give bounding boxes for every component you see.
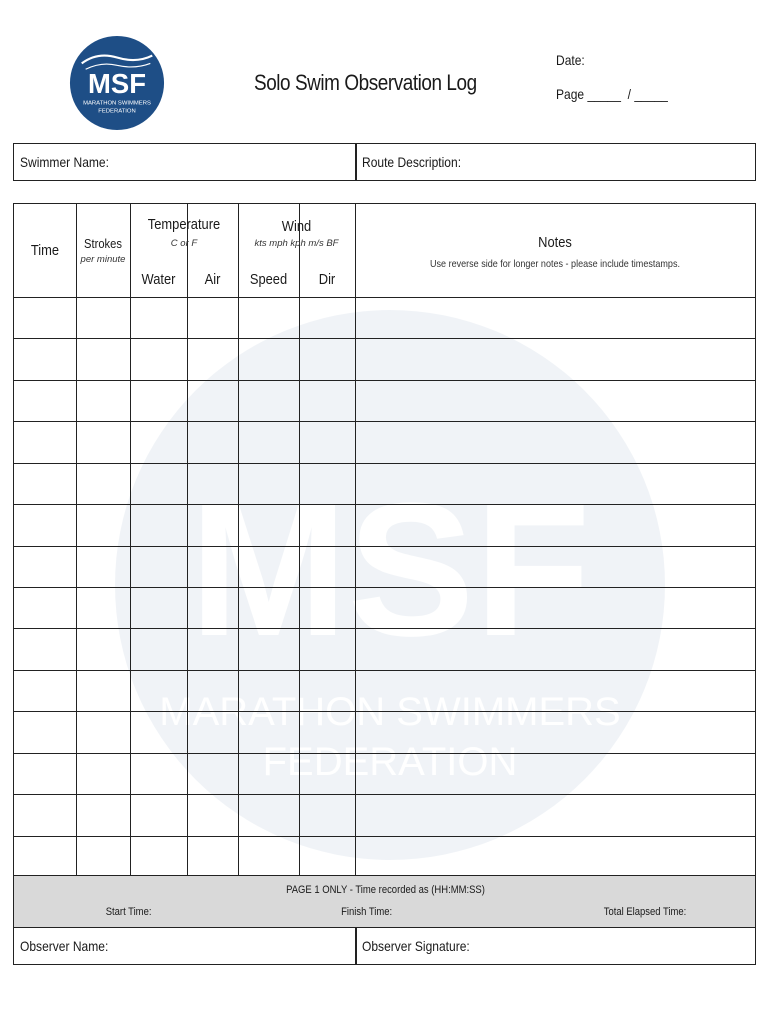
strokes-cell[interactable] [76, 546, 130, 587]
date-field[interactable]: Date: [556, 52, 585, 68]
wind-speed-cell[interactable] [238, 338, 299, 379]
wind-speed-cell[interactable] [238, 711, 299, 752]
wind-speed-cell[interactable] [238, 794, 299, 835]
water-temp-cell[interactable] [130, 546, 187, 587]
strokes-subheader: per minute [80, 254, 126, 265]
wind-speed-cell[interactable] [238, 670, 299, 711]
route-description-field[interactable] [355, 143, 756, 181]
time-cell[interactable] [14, 380, 76, 421]
strokes-cell[interactable] [76, 463, 130, 504]
time-cell[interactable] [14, 628, 76, 669]
wind-speed-cell[interactable] [238, 421, 299, 462]
notes-header: Notes [538, 234, 572, 251]
strokes-cell[interactable] [76, 711, 130, 752]
air-temp-cell[interactable] [187, 836, 238, 877]
wind-speed-cell[interactable] [238, 753, 299, 794]
wind-speed-cell[interactable] [238, 836, 299, 877]
notes-cell[interactable] [355, 421, 755, 462]
wind-dir-cell[interactable] [299, 836, 355, 877]
msf-logo [68, 34, 166, 132]
strokes-cell[interactable] [76, 794, 130, 835]
strokes-cell[interactable] [76, 587, 130, 628]
wind-dir-cell[interactable] [299, 297, 355, 338]
water-temp-cell[interactable] [130, 628, 187, 669]
water-header: Water [141, 271, 176, 288]
wind-dir-cell[interactable] [299, 753, 355, 794]
time-cell[interactable] [14, 297, 76, 338]
timing-summary-band [13, 876, 756, 928]
observer-signature-field[interactable] [355, 927, 756, 965]
time-header: Time [30, 242, 60, 259]
strokes-cell[interactable] [76, 421, 130, 462]
observer-name-label: Observer Name: [20, 938, 109, 954]
time-cell[interactable] [14, 504, 76, 545]
air-temp-cell[interactable] [187, 670, 238, 711]
time-cell[interactable] [14, 546, 76, 587]
notes-cell[interactable] [355, 794, 755, 835]
wind-speed-cell[interactable] [238, 463, 299, 504]
air-temp-cell[interactable] [187, 711, 238, 752]
wind-speed-cell[interactable] [238, 546, 299, 587]
water-temp-cell[interactable] [130, 587, 187, 628]
strokes-cell[interactable] [76, 753, 130, 794]
notes-cell[interactable] [355, 753, 755, 794]
wind-unit-hint: kts mph kph m/s BF [254, 238, 339, 249]
water-temp-cell[interactable] [130, 670, 187, 711]
water-temp-cell[interactable] [130, 504, 187, 545]
observation-rows [14, 297, 755, 875]
svg-text:MARATHON SWIMMERS: MARATHON SWIMMERS [159, 690, 621, 734]
air-temp-cell[interactable] [187, 628, 238, 669]
wind-dir-cell[interactable] [299, 794, 355, 835]
time-cell[interactable] [14, 338, 76, 379]
time-cell[interactable] [14, 670, 76, 711]
route-description-label: Route Description: [362, 154, 462, 170]
page-number-field[interactable]: Page _____ / _____ [556, 86, 668, 102]
air-temp-cell[interactable] [187, 297, 238, 338]
strokes-cell[interactable] [76, 338, 130, 379]
air-temp-cell[interactable] [187, 753, 238, 794]
air-header: Air [204, 271, 221, 288]
wind-dir-cell[interactable] [299, 421, 355, 462]
air-temp-cell[interactable] [187, 463, 238, 504]
strokes-cell[interactable] [76, 297, 130, 338]
air-temp-cell[interactable] [187, 421, 238, 462]
svg-text:MSF: MSF [189, 464, 591, 676]
time-cell[interactable] [14, 836, 76, 877]
swimmer-name-field[interactable] [13, 143, 357, 181]
finish-time-field[interactable]: Finish Time: [341, 906, 393, 918]
strokes-cell[interactable] [76, 670, 130, 711]
wind-speed-cell[interactable] [238, 587, 299, 628]
notes-cell[interactable] [355, 297, 755, 338]
time-cell[interactable] [14, 463, 76, 504]
water-temp-cell[interactable] [130, 338, 187, 379]
wind-speed-cell[interactable] [238, 380, 299, 421]
notes-cell[interactable] [355, 504, 755, 545]
wind-dir-cell[interactable] [299, 587, 355, 628]
time-cell[interactable] [14, 794, 76, 835]
wind-dir-cell[interactable] [299, 546, 355, 587]
observation-table [13, 203, 756, 876]
time-cell[interactable] [14, 711, 76, 752]
page-title: Solo Swim Observation Log [254, 70, 477, 95]
water-temp-cell[interactable] [130, 380, 187, 421]
svg-text:FEDERATION: FEDERATION [98, 108, 136, 115]
wind-speed-cell[interactable] [238, 628, 299, 669]
water-temp-cell[interactable] [130, 711, 187, 752]
svg-text:FEDERATION: FEDERATION [262, 740, 518, 784]
svg-text:MSF: MSF [88, 67, 146, 99]
notes-cell[interactable] [355, 587, 755, 628]
wind-dir-cell[interactable] [299, 670, 355, 711]
notes-cell[interactable] [355, 628, 755, 669]
water-temp-cell[interactable] [130, 753, 187, 794]
air-temp-cell[interactable] [187, 794, 238, 835]
wind-header: Wind [281, 218, 312, 235]
dir-header: Dir [318, 271, 336, 288]
svg-text:MARATHON SWIMMERS: MARATHON SWIMMERS [83, 100, 151, 107]
speed-header: Speed [249, 271, 288, 288]
notes-cell[interactable] [355, 670, 755, 711]
swimmer-name-label: Swimmer Name: [20, 154, 109, 170]
water-temp-cell[interactable] [130, 297, 187, 338]
notes-cell[interactable] [355, 836, 755, 877]
observer-signature-label: Observer Signature: [362, 938, 470, 954]
wind-dir-cell[interactable] [299, 628, 355, 669]
air-temp-cell[interactable] [187, 587, 238, 628]
total-elapsed-time-field[interactable]: Total Elapsed Time: [603, 906, 687, 918]
time-cell[interactable] [14, 421, 76, 462]
strokes-cell[interactable] [76, 380, 130, 421]
notes-cell[interactable] [355, 338, 755, 379]
notes-cell[interactable] [355, 380, 755, 421]
wind-dir-cell[interactable] [299, 711, 355, 752]
water-temp-cell[interactable] [130, 463, 187, 504]
notes-cell[interactable] [355, 463, 755, 504]
strokes-cell[interactable] [76, 836, 130, 877]
wind-dir-cell[interactable] [299, 504, 355, 545]
air-temp-cell[interactable] [187, 504, 238, 545]
notes-cell[interactable] [355, 546, 755, 587]
time-cell[interactable] [14, 587, 76, 628]
wind-speed-cell[interactable] [238, 297, 299, 338]
air-temp-cell[interactable] [187, 546, 238, 587]
water-temp-cell[interactable] [130, 421, 187, 462]
air-temp-cell[interactable] [187, 380, 238, 421]
time-cell[interactable] [14, 753, 76, 794]
wind-dir-cell[interactable] [299, 380, 355, 421]
temperature-header: Temperature [147, 216, 221, 233]
timing-note: PAGE 1 ONLY - Time recorded as (HH:MM:SS) [286, 884, 485, 896]
wind-speed-cell[interactable] [238, 504, 299, 545]
air-temp-cell[interactable] [187, 338, 238, 379]
wind-dir-cell[interactable] [299, 463, 355, 504]
strokes-cell[interactable] [76, 504, 130, 545]
water-temp-cell[interactable] [130, 794, 187, 835]
water-temp-cell[interactable] [130, 836, 187, 877]
strokes-cell[interactable] [76, 628, 130, 669]
notes-cell[interactable] [355, 711, 755, 752]
wind-dir-cell[interactable] [299, 338, 355, 379]
temperature-unit-hint: C or F [170, 238, 198, 249]
start-time-field[interactable]: Start Time: [105, 906, 152, 918]
notes-subheader: Use reverse side for longer notes - please include timestamps. [430, 258, 680, 270]
observer-name-field[interactable] [13, 927, 357, 965]
strokes-header: Strokes [84, 236, 122, 251]
